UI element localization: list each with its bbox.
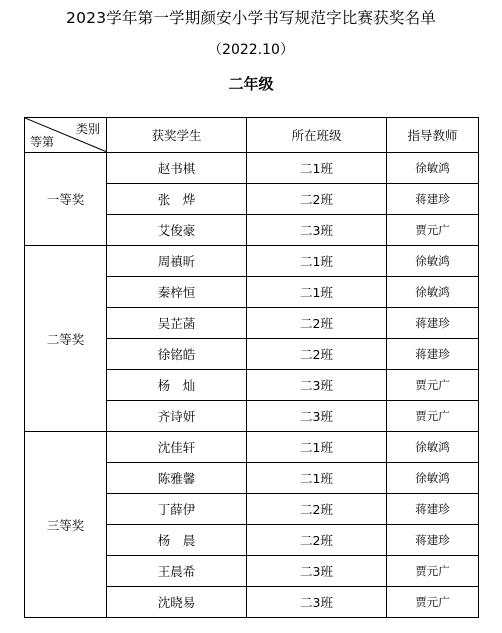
teacher-cell: 蒋建珍 <box>387 308 479 339</box>
teacher-cell: 徐敏鸿 <box>387 277 479 308</box>
teacher-cell: 贾元广 <box>387 587 479 618</box>
student-name-cell: 杨 晨 <box>107 525 247 556</box>
class-cell: 二1班 <box>247 246 387 277</box>
student-name-cell: 沈佳轩 <box>107 432 247 463</box>
student-name-cell: 吴芷菡 <box>107 308 247 339</box>
class-cell: 二3班 <box>247 556 387 587</box>
teacher-cell: 徐敏鸿 <box>387 246 479 277</box>
student-name-cell: 周禛昕 <box>107 246 247 277</box>
table-row <box>25 432 479 463</box>
class-cell: 二3班 <box>247 370 387 401</box>
student-name-cell: 杨 灿 <box>107 370 247 401</box>
student-name-cell: 徐铭皓 <box>107 339 247 370</box>
corner-category-label: 类别 <box>75 122 100 136</box>
class-cell: 二2班 <box>247 494 387 525</box>
class-cell: 二3班 <box>247 587 387 618</box>
class-cell: 二1班 <box>247 277 387 308</box>
class-cell: 二2班 <box>247 339 387 370</box>
teacher-cell: 贾元广 <box>387 401 479 432</box>
student-name-cell: 赵书棋 <box>107 153 247 184</box>
table-header-row <box>25 118 479 153</box>
awards-table <box>24 117 479 618</box>
class-cell: 二3班 <box>247 401 387 432</box>
document-title: 2023学年第一学期颜安小学书写规范字比赛获奖名单 <box>66 9 436 27</box>
class-cell: 二1班 <box>247 153 387 184</box>
class-cell: 二1班 <box>247 432 387 463</box>
student-name-cell: 张 烨 <box>107 184 247 215</box>
student-name-cell: 齐诗妍 <box>107 401 247 432</box>
student-name-cell: 王晨希 <box>107 556 247 587</box>
class-cell: 二1班 <box>247 463 387 494</box>
award-level-cell: 三等奖 <box>25 432 107 618</box>
student-name-cell: 艾俊豪 <box>107 215 247 246</box>
student-name-cell: 秦梓恒 <box>107 277 247 308</box>
teacher-cell: 徐敏鸿 <box>387 153 479 184</box>
grade-heading: 二年级 <box>228 75 274 93</box>
teacher-cell: 蒋建珍 <box>387 494 479 525</box>
teacher-cell: 蒋建珍 <box>387 525 479 556</box>
class-cell: 二2班 <box>247 184 387 215</box>
teacher-cell: 贾元广 <box>387 215 479 246</box>
table-row <box>25 246 479 277</box>
table-row <box>25 153 479 184</box>
award-level-cell: 一等奖 <box>25 153 107 246</box>
column-header-class: 所在班级 <box>247 118 387 153</box>
document-date: （2022.10） <box>208 42 294 58</box>
column-header-student: 获奖学生 <box>107 118 247 153</box>
teacher-cell: 徐敏鸿 <box>387 463 479 494</box>
teacher-cell: 贾元广 <box>387 370 479 401</box>
award-level-cell: 二等奖 <box>25 246 107 432</box>
awards-table-body <box>25 118 479 618</box>
class-cell: 二3班 <box>247 215 387 246</box>
student-name-cell: 丁薛伊 <box>107 494 247 525</box>
student-name-cell: 沈晓易 <box>107 587 247 618</box>
class-cell: 二2班 <box>247 308 387 339</box>
student-name-cell: 陈雅馨 <box>107 463 247 494</box>
teacher-cell: 贾元广 <box>387 556 479 587</box>
corner-header-cell <box>25 118 107 153</box>
teacher-cell: 徐敏鸿 <box>387 432 479 463</box>
teacher-cell: 蒋建珍 <box>387 339 479 370</box>
corner-level-label: 等第 <box>30 135 55 149</box>
class-cell: 二2班 <box>247 525 387 556</box>
column-header-teacher: 指导教师 <box>387 118 479 153</box>
teacher-cell: 蒋建珍 <box>387 184 479 215</box>
